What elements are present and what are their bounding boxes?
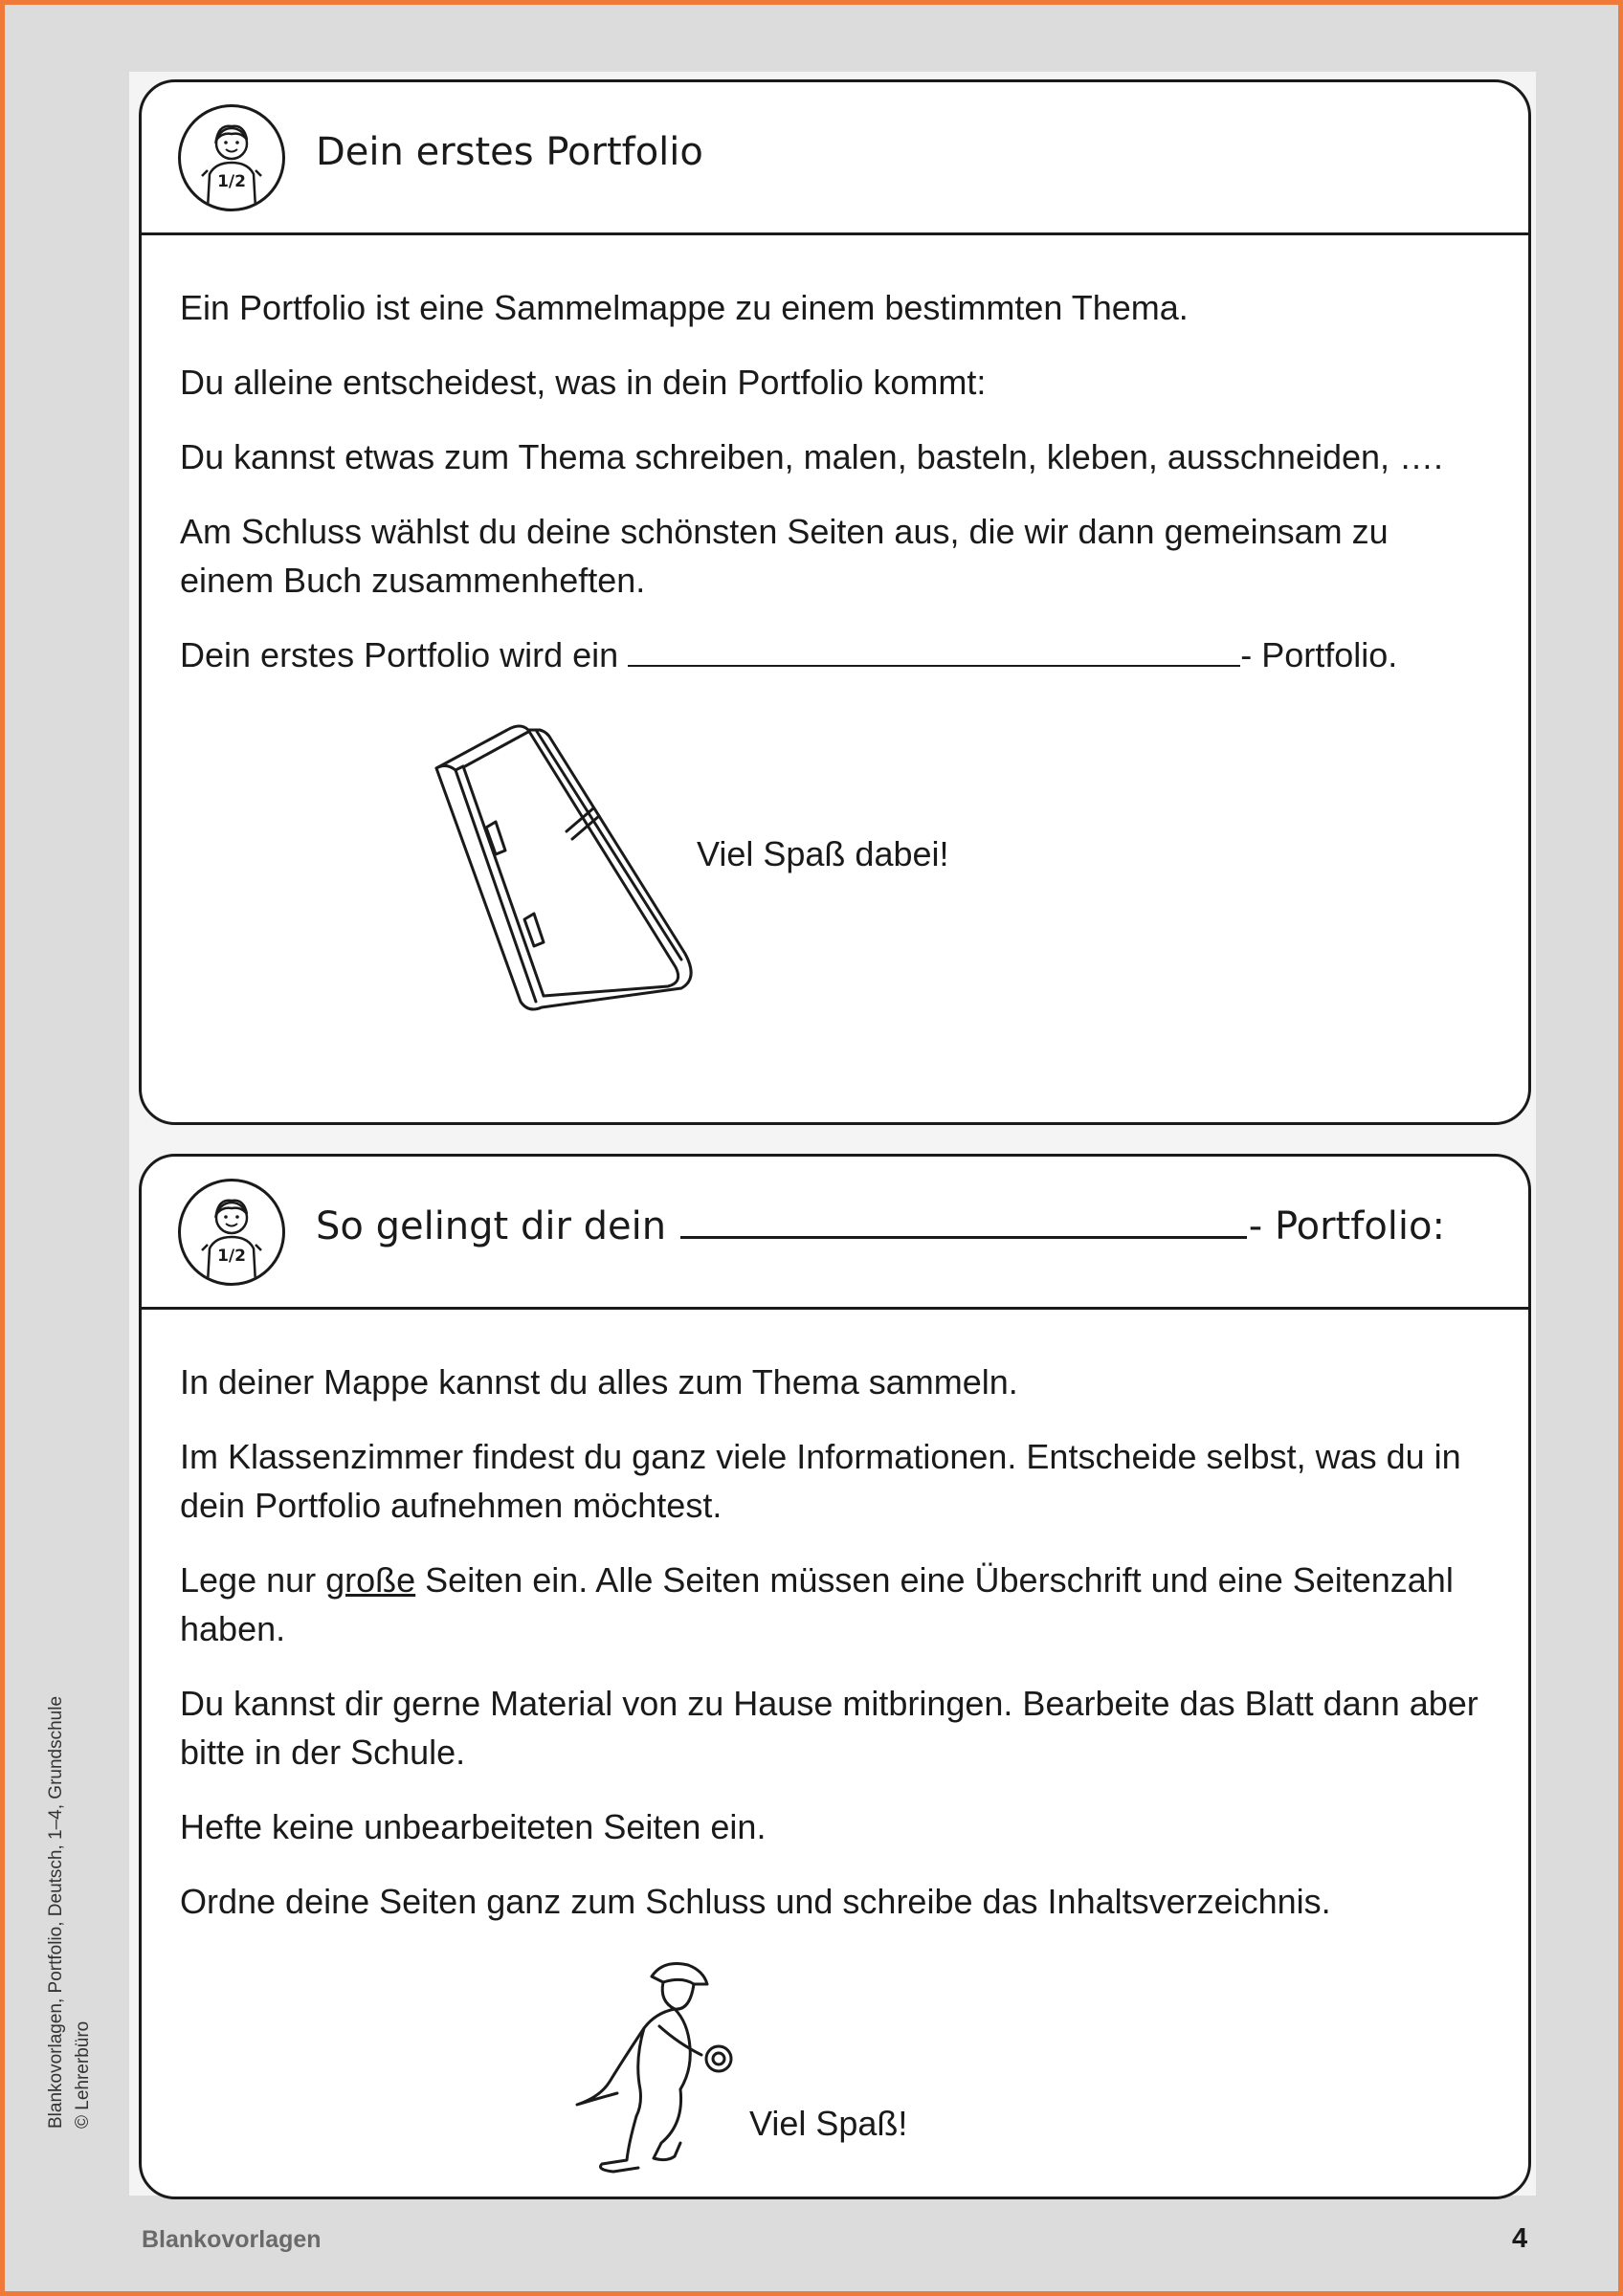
underlined-word: große [325,1560,416,1600]
closing-wish: Viel Spaß dabei! [697,834,949,873]
grade-label: 1/2 [217,1247,246,1266]
title-fill-blank[interactable] [680,1207,1247,1239]
closing-wish: Viel Spaß! [749,2104,908,2143]
card-title [316,1204,1445,1248]
page-number: 4 [1512,2223,1528,2254]
fill-in-blank[interactable] [628,636,1240,667]
para-text: Lege nur [180,1560,326,1600]
card-title: Dein erstes Portfolio [316,130,703,174]
paragraph: Ordne deine Seiten ganz zum Schluss und schreibe das Inhaltsverzeichnis. [180,1882,1331,1921]
title-prefix: So gelingt dir dein [316,1204,678,1248]
folder-icon [429,709,716,1034]
paragraph: In deiner Mappe kannst du alles zum Thema sammeln. [180,1362,1018,1402]
portfolio-intro-card [139,79,1531,1125]
title-suffix: - Portfolio: [1248,1204,1445,1248]
fill-prefix: Dein erstes Portfolio wird ein [180,635,629,674]
fill-suffix: - Portfolio. [1240,635,1398,674]
portfolio-tips-card [139,1154,1531,2199]
paragraph [180,1556,1491,1653]
paragraph: Ein Portfolio ist eine Sammelmappe zu einem bestimmten Thema. [180,288,1189,327]
grade-badge [178,1179,285,1286]
paragraph: Im Klassenzimmer findest du ganz viele Informationen. Entscheide selbst, was du in dein Portfolio aufnehmen möchtest. [180,1437,1461,1525]
paragraph: Hefte keine unbearbeiteten Seiten ein. [180,1807,767,1846]
card-body [180,1358,1491,1952]
credit-series: Blankovorlagen, Portfolio, Deutsch, 1–4, Grundschule [46,1695,66,2129]
card-header [142,1157,1528,1310]
child-face-icon [181,107,282,209]
para-text: Seiten ein. Alle Seiten müssen eine Überschrift und eine Seitenzahl haben. [180,1560,1454,1648]
paragraph: Am Schluss wählst du deine schönsten Seiten aus, die wir dann gemeinsam zu einem Buch zusammenheften. [180,512,1389,600]
detective-icon [567,1955,749,2175]
credit-publisher: © Lehrerbüro [73,2020,93,2129]
child-face-icon [181,1181,282,1283]
fill-in-sentence [180,630,1491,679]
paragraph: Du alleine entscheidest, was in dein Portfolio kommt: [180,363,987,402]
grade-label: 1/2 [217,172,246,191]
grade-badge [178,104,285,211]
footer-series-title: Blankovorlagen [142,2226,322,2253]
paragraph: Du kannst etwas zum Thema schreiben, malen, basteln, kleben, ausschneiden, …. [180,437,1444,476]
card-body [180,283,1491,705]
copyright-credit [43,1593,97,2129]
card-header [142,82,1528,235]
paragraph: Du kannst dir gerne Material von zu Hause mitbringen. Bearbeite das Blatt dann aber bitte in der Schule. [180,1684,1478,1772]
